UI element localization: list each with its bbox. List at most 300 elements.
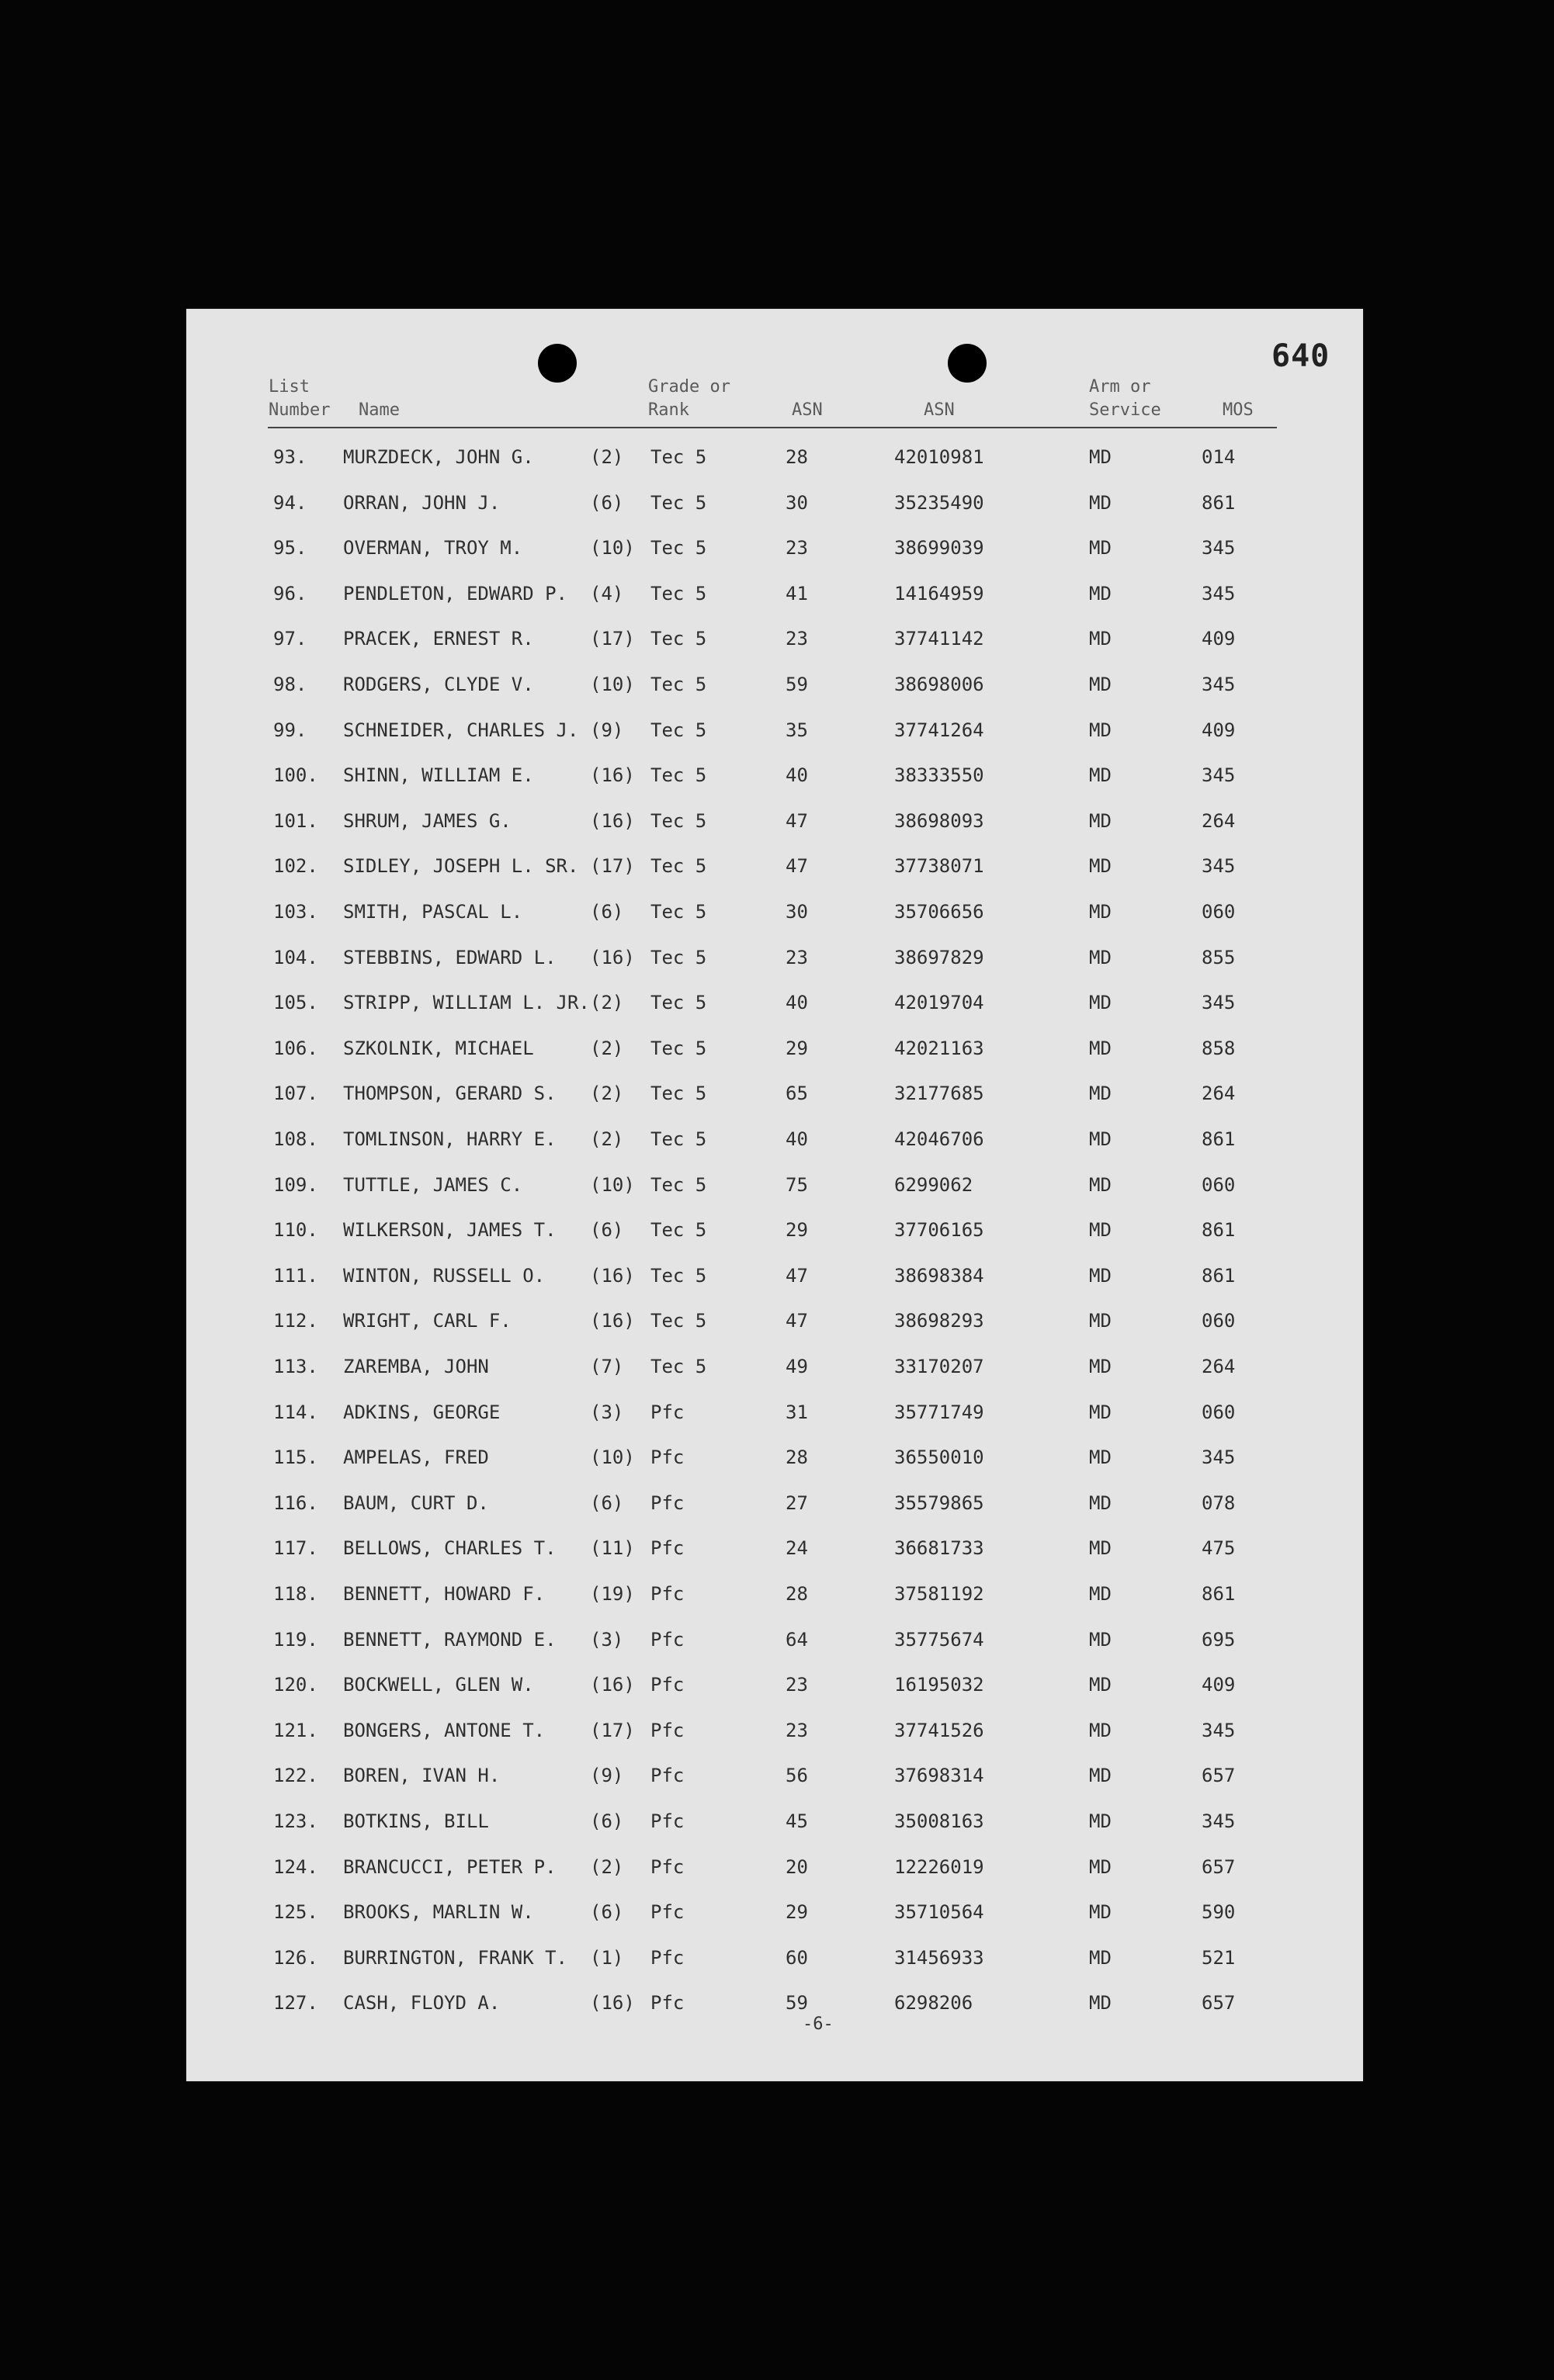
cell-age: 35 <box>786 719 808 741</box>
cell-name: CASH, FLOYD A. <box>343 1992 501 2015</box>
cell-name: BOREN, IVAN H. <box>343 1765 501 1787</box>
table-row <box>186 810 1363 855</box>
cell-age: 29 <box>786 1219 808 1242</box>
cell-rank: Tec 5 <box>650 1173 707 1196</box>
cell-rank: Pfc <box>650 1901 685 1924</box>
cell-no: 114. <box>273 1401 318 1423</box>
cell-age: 49 <box>786 1356 808 1377</box>
table-row <box>186 1856 1363 1901</box>
cell-mos: 590 <box>1202 1901 1236 1924</box>
cell-arm: MD <box>1089 491 1112 514</box>
cell-num: (2) <box>590 446 624 468</box>
header-list: List <box>269 377 310 397</box>
cell-name: ADKINS, GEORGE <box>343 1401 501 1423</box>
cell-age: 24 <box>786 1537 808 1560</box>
cell-mos: 861 <box>1202 1583 1236 1605</box>
cell-arm: MD <box>1089 855 1112 878</box>
cell-asn: 42019704 <box>894 992 984 1014</box>
cell-arm: MD <box>1089 1356 1112 1377</box>
cell-arm: MD <box>1089 628 1112 650</box>
cell-arm: MD <box>1089 764 1112 787</box>
cell-arm: MD <box>1089 1765 1112 1787</box>
cell-num: (2) <box>590 1083 624 1105</box>
cell-no: 109. <box>273 1173 318 1196</box>
cell-mos: 409 <box>1202 719 1236 741</box>
table-row <box>186 1492 1363 1537</box>
cell-arm: MD <box>1089 1810 1112 1832</box>
table-row <box>186 1083 1363 1128</box>
cell-arm: MD <box>1089 1855 1112 1878</box>
cell-mos: 345 <box>1202 1446 1236 1469</box>
header-age: ASN <box>792 400 823 420</box>
cell-arm: MD <box>1089 446 1112 468</box>
cell-asn: 35235490 <box>894 491 984 514</box>
table-row <box>186 855 1363 900</box>
cell-rank: Tec 5 <box>650 1356 707 1377</box>
cell-asn: 37741526 <box>894 1719 984 1741</box>
cell-rank: Tec 5 <box>650 1219 707 1242</box>
cell-asn: 38698384 <box>894 1264 984 1287</box>
cell-no: 100. <box>273 764 318 787</box>
table-row <box>186 1128 1363 1173</box>
table-row <box>186 1446 1363 1491</box>
cell-age: 30 <box>786 491 808 514</box>
cell-name: MURZDECK, JOHN G. <box>343 446 534 468</box>
cell-name: BOTKINS, BILL <box>343 1810 489 1832</box>
cell-rank: Pfc <box>650 1446 685 1469</box>
header-asn: ASN <box>924 400 955 420</box>
cell-age: 29 <box>786 1037 808 1059</box>
cell-asn: 38698006 <box>894 674 984 695</box>
cell-name: TOMLINSON, HARRY E. <box>343 1128 557 1150</box>
cell-no: 103. <box>273 901 318 923</box>
cell-age: 59 <box>786 674 808 695</box>
cell-no: 120. <box>273 1674 318 1696</box>
cell-no: 113. <box>273 1356 318 1377</box>
cell-age: 23 <box>786 1719 808 1741</box>
cell-num: (3) <box>590 1628 624 1651</box>
cell-name: BROOKS, MARLIN W. <box>343 1901 534 1924</box>
cell-num: (6) <box>590 1491 624 1514</box>
cell-name: SHRUM, JAMES G. <box>343 809 512 832</box>
cell-name: ORRAN, JOHN J. <box>343 491 501 514</box>
cell-num: (16) <box>590 946 635 968</box>
cell-rank: Tec 5 <box>650 628 707 650</box>
cell-name: STEBBINS, EDWARD L. <box>343 946 557 968</box>
cell-mos: 060 <box>1202 1173 1236 1196</box>
cell-asn: 38697829 <box>894 946 984 968</box>
table-row <box>186 1401 1363 1446</box>
cell-arm: MD <box>1089 1537 1112 1560</box>
cell-rank: Pfc <box>650 1628 685 1651</box>
cell-num: (3) <box>590 1401 624 1423</box>
cell-rank: Pfc <box>650 1855 685 1878</box>
cell-mos: 014 <box>1202 446 1236 468</box>
cell-no: 119. <box>273 1628 318 1651</box>
cell-rank: Pfc <box>650 1992 685 2015</box>
punch-hole-right <box>948 344 987 383</box>
table-row <box>186 674 1363 719</box>
cell-num: (16) <box>590 809 635 832</box>
cell-asn: 14164959 <box>894 582 984 605</box>
table-row <box>186 901 1363 946</box>
cell-mos: 861 <box>1202 491 1236 514</box>
cell-no: 112. <box>273 1310 318 1332</box>
cell-age: 64 <box>786 1628 808 1651</box>
cell-arm: MD <box>1089 946 1112 968</box>
cell-rank: Tec 5 <box>650 946 707 968</box>
cell-mos: 060 <box>1202 901 1236 923</box>
cell-rank: Pfc <box>650 1946 685 1969</box>
cell-name: PRACEK, ERNEST R. <box>343 628 534 650</box>
cell-arm: MD <box>1089 1719 1112 1741</box>
cell-arm: MD <box>1089 1992 1112 2015</box>
cell-asn: 37698314 <box>894 1765 984 1787</box>
cell-num: (6) <box>590 1219 624 1242</box>
cell-rank: Tec 5 <box>650 674 707 695</box>
cell-name: BURRINGTON, FRANK T. <box>343 1946 567 1969</box>
cell-num: (2) <box>590 1128 624 1150</box>
header-number: Number <box>269 400 331 420</box>
cell-name: AMPELAS, FRED <box>343 1446 489 1469</box>
cell-num: (6) <box>590 491 624 514</box>
cell-arm: MD <box>1089 1173 1112 1196</box>
cell-arm: MD <box>1089 901 1112 923</box>
cell-asn: 35706656 <box>894 901 984 923</box>
cell-age: 40 <box>786 764 808 787</box>
cell-no: 115. <box>273 1446 318 1469</box>
table-row <box>186 992 1363 1037</box>
header-rank: Rank <box>648 400 689 420</box>
cell-age: 28 <box>786 446 808 468</box>
cell-num: (9) <box>590 719 624 741</box>
cell-asn: 16195032 <box>894 1674 984 1696</box>
cell-no: 121. <box>273 1719 318 1741</box>
cell-arm: MD <box>1089 674 1112 695</box>
cell-asn: 37581192 <box>894 1583 984 1605</box>
cell-no: 102. <box>273 855 318 878</box>
cell-rank: Pfc <box>650 1810 685 1832</box>
cell-name: BENNETT, HOWARD F. <box>343 1583 546 1605</box>
cell-asn: 35710564 <box>894 1901 984 1924</box>
cell-arm: MD <box>1089 1037 1112 1059</box>
cell-num: (2) <box>590 992 624 1014</box>
cell-asn: 36550010 <box>894 1446 984 1469</box>
cell-no: 118. <box>273 1583 318 1605</box>
header-grade: Grade or <box>648 377 730 397</box>
cell-num: (6) <box>590 1810 624 1832</box>
table-row <box>186 947 1363 992</box>
cell-rank: Pfc <box>650 1719 685 1741</box>
table-row <box>186 719 1363 764</box>
cell-no: 99. <box>273 719 307 741</box>
cell-no: 124. <box>273 1855 318 1878</box>
cell-rank: Tec 5 <box>650 1310 707 1332</box>
cell-no: 126. <box>273 1946 318 1969</box>
table-row <box>186 1765 1363 1810</box>
cell-asn: 36681733 <box>894 1537 984 1560</box>
cell-num: (10) <box>590 1173 635 1196</box>
cell-num: (17) <box>590 855 635 878</box>
table-row <box>186 764 1363 809</box>
table-row <box>186 1310 1363 1355</box>
table-row <box>186 1356 1363 1401</box>
cell-mos: 657 <box>1202 1992 1236 2015</box>
cell-name: WRIGHT, CARL F. <box>343 1310 512 1332</box>
cell-num: (6) <box>590 1901 624 1924</box>
cell-num: (17) <box>590 1719 635 1741</box>
cell-name: BENNETT, RAYMOND E. <box>343 1628 557 1651</box>
cell-mos: 861 <box>1202 1128 1236 1150</box>
cell-rank: Tec 5 <box>650 446 707 468</box>
cell-mos: 657 <box>1202 1765 1236 1787</box>
cell-no: 93. <box>273 446 307 468</box>
cell-age: 47 <box>786 1264 808 1287</box>
cell-mos: 858 <box>1202 1037 1236 1059</box>
cell-mos: 855 <box>1202 946 1236 968</box>
header-rule <box>268 427 1277 428</box>
cell-arm: MD <box>1089 719 1112 741</box>
cell-age: 23 <box>786 946 808 968</box>
cell-asn: 42021163 <box>894 1037 984 1059</box>
cell-num: (10) <box>590 1446 635 1469</box>
cell-mos: 409 <box>1202 1674 1236 1696</box>
cell-name: PENDLETON, EDWARD P. <box>343 582 567 605</box>
cell-age: 47 <box>786 809 808 832</box>
cell-name: TUTTLE, JAMES C. <box>343 1173 523 1196</box>
cell-num: (16) <box>590 1992 635 2015</box>
cell-mos: 409 <box>1202 628 1236 650</box>
table-row <box>186 1901 1363 1946</box>
cell-rank: Tec 5 <box>650 719 707 741</box>
cell-asn: 38698293 <box>894 1310 984 1332</box>
cell-rank: Pfc <box>650 1674 685 1696</box>
cell-asn: 35771749 <box>894 1401 984 1423</box>
cell-rank: Tec 5 <box>650 764 707 787</box>
cell-asn: 35579865 <box>894 1491 984 1514</box>
cell-name: SIDLEY, JOSEPH L. SR. <box>343 855 579 878</box>
cell-age: 59 <box>786 1992 808 2015</box>
cell-mos: 657 <box>1202 1855 1236 1878</box>
cell-arm: MD <box>1089 1128 1112 1150</box>
cell-num: (19) <box>590 1583 635 1605</box>
cell-num: (2) <box>590 1855 624 1878</box>
cell-mos: 345 <box>1202 1719 1236 1741</box>
footer-page-marker: -6- <box>803 2015 834 2034</box>
cell-asn: 35008163 <box>894 1810 984 1832</box>
cell-num: (16) <box>590 1674 635 1696</box>
cell-arm: MD <box>1089 1946 1112 1969</box>
cell-age: 45 <box>786 1810 808 1832</box>
cell-name: ZAREMBA, JOHN <box>343 1356 489 1377</box>
cell-no: 110. <box>273 1219 318 1242</box>
header-name: Name <box>359 400 400 420</box>
cell-no: 116. <box>273 1491 318 1514</box>
table-row <box>186 1219 1363 1264</box>
cell-num: (17) <box>590 628 635 650</box>
cell-no: 108. <box>273 1128 318 1150</box>
cell-arm: MD <box>1089 809 1112 832</box>
cell-asn: 37741142 <box>894 628 984 650</box>
cell-age: 30 <box>786 901 808 923</box>
cell-age: 40 <box>786 1128 808 1150</box>
cell-asn: 38333550 <box>894 764 984 787</box>
cell-mos: 345 <box>1202 582 1236 605</box>
cell-no: 123. <box>273 1810 318 1832</box>
cell-age: 40 <box>786 992 808 1014</box>
cell-name: BONGERS, ANTONE T. <box>343 1719 546 1741</box>
cell-mos: 695 <box>1202 1628 1236 1651</box>
table-row <box>186 1174 1363 1219</box>
cell-asn: 6299062 <box>894 1173 973 1196</box>
table-row <box>186 583 1363 628</box>
cell-mos: 345 <box>1202 855 1236 878</box>
cell-mos: 345 <box>1202 674 1236 695</box>
table-row <box>186 1583 1363 1628</box>
cell-asn: 38699039 <box>894 537 984 559</box>
cell-no: 111. <box>273 1264 318 1287</box>
cell-num: (9) <box>590 1765 624 1787</box>
cell-name: BOCKWELL, GLEN W. <box>343 1674 534 1696</box>
cell-arm: MD <box>1089 1628 1112 1651</box>
cell-asn: 6298206 <box>894 1992 973 2015</box>
cell-mos: 060 <box>1202 1310 1236 1332</box>
table-row <box>186 1810 1363 1855</box>
cell-name: SMITH, PASCAL L. <box>343 901 523 923</box>
cell-num: (7) <box>590 1356 624 1377</box>
cell-name: WILKERSON, JAMES T. <box>343 1219 557 1242</box>
cell-asn: 33170207 <box>894 1356 984 1377</box>
table-row <box>186 1265 1363 1310</box>
cell-age: 41 <box>786 582 808 605</box>
page-number: 640 <box>1271 338 1330 374</box>
cell-age: 47 <box>786 1310 808 1332</box>
cell-age: 28 <box>786 1446 808 1469</box>
cell-num: (16) <box>590 1310 635 1332</box>
cell-age: 65 <box>786 1083 808 1105</box>
cell-asn: 12226019 <box>894 1855 984 1878</box>
cell-asn: 42010981 <box>894 446 984 468</box>
cell-asn: 37706165 <box>894 1219 984 1242</box>
cell-arm: MD <box>1089 1674 1112 1696</box>
cell-mos: 078 <box>1202 1491 1236 1514</box>
cell-no: 122. <box>273 1765 318 1787</box>
cell-rank: Pfc <box>650 1583 685 1605</box>
cell-no: 104. <box>273 946 318 968</box>
cell-mos: 521 <box>1202 1946 1236 1969</box>
cell-no: 101. <box>273 809 318 832</box>
cell-name: BRANCUCCI, PETER P. <box>343 1855 557 1878</box>
cell-rank: Tec 5 <box>650 1037 707 1059</box>
cell-name: BELLOWS, CHARLES T. <box>343 1537 557 1560</box>
cell-rank: Tec 5 <box>650 1083 707 1105</box>
cell-arm: MD <box>1089 582 1112 605</box>
cell-name: SZKOLNIK, MICHAEL <box>343 1037 534 1059</box>
cell-rank: Tec 5 <box>650 992 707 1014</box>
table-row <box>186 446 1363 491</box>
cell-mos: 264 <box>1202 1083 1236 1105</box>
cell-name: THOMPSON, GERARD S. <box>343 1083 557 1105</box>
cell-no: 95. <box>273 537 307 559</box>
cell-mos: 264 <box>1202 1356 1236 1377</box>
cell-rank: Tec 5 <box>650 582 707 605</box>
cell-mos: 060 <box>1202 1401 1236 1423</box>
cell-name: BAUM, CURT D. <box>343 1491 489 1514</box>
cell-age: 47 <box>786 855 808 878</box>
cell-age: 23 <box>786 537 808 559</box>
cell-num: (16) <box>590 764 635 787</box>
cell-num: (4) <box>590 582 624 605</box>
cell-age: 75 <box>786 1173 808 1196</box>
cell-arm: MD <box>1089 1219 1112 1242</box>
cell-rank: Pfc <box>650 1401 685 1423</box>
cell-arm: MD <box>1089 992 1112 1014</box>
header-arm: Arm or <box>1089 377 1151 397</box>
cell-rank: Tec 5 <box>650 1128 707 1150</box>
cell-name: OVERMAN, TROY M. <box>343 537 523 559</box>
cell-age: 23 <box>786 628 808 650</box>
cell-arm: MD <box>1089 1264 1112 1287</box>
cell-arm: MD <box>1089 1446 1112 1469</box>
cell-asn: 31456933 <box>894 1946 984 1969</box>
cell-asn: 42046706 <box>894 1128 984 1150</box>
table-row <box>186 537 1363 582</box>
cell-no: 97. <box>273 628 307 650</box>
cell-mos: 264 <box>1202 809 1236 832</box>
cell-arm: MD <box>1089 1583 1112 1605</box>
cell-name: SHINN, WILLIAM E. <box>343 764 534 787</box>
cell-rank: Tec 5 <box>650 901 707 923</box>
cell-arm: MD <box>1089 1491 1112 1514</box>
table-row <box>186 1720 1363 1765</box>
cell-no: 107. <box>273 1083 318 1105</box>
header-mos: MOS <box>1223 400 1254 420</box>
cell-mos: 345 <box>1202 537 1236 559</box>
cell-age: 29 <box>786 1901 808 1924</box>
cell-no: 125. <box>273 1901 318 1924</box>
cell-rank: Pfc <box>650 1537 685 1560</box>
cell-num: (16) <box>590 1264 635 1287</box>
cell-age: 56 <box>786 1765 808 1787</box>
cell-no: 94. <box>273 491 307 514</box>
cell-asn: 38698093 <box>894 809 984 832</box>
cell-arm: MD <box>1089 1083 1112 1105</box>
table-row <box>186 1674 1363 1719</box>
header-service: Service <box>1089 400 1161 420</box>
cell-mos: 861 <box>1202 1219 1236 1242</box>
cell-num: (10) <box>590 674 635 695</box>
cell-no: 98. <box>273 674 307 695</box>
table-row <box>186 1947 1363 1992</box>
table-row <box>186 1038 1363 1083</box>
table-row <box>186 1992 1363 2037</box>
cell-num: (11) <box>590 1537 635 1560</box>
cell-num: (1) <box>590 1946 624 1969</box>
cell-num: (2) <box>590 1037 624 1059</box>
cell-mos: 861 <box>1202 1264 1236 1287</box>
table-row <box>186 1537 1363 1582</box>
cell-rank: Pfc <box>650 1491 685 1514</box>
cell-rank: Pfc <box>650 1765 685 1787</box>
cell-age: 20 <box>786 1855 808 1878</box>
cell-asn: 37738071 <box>894 855 984 878</box>
cell-asn: 37741264 <box>894 719 984 741</box>
cell-age: 60 <box>786 1946 808 1969</box>
cell-name: WINTON, RUSSELL O. <box>343 1264 546 1287</box>
cell-rank: Tec 5 <box>650 855 707 878</box>
cell-no: 106. <box>273 1037 318 1059</box>
cell-mos: 345 <box>1202 992 1236 1014</box>
